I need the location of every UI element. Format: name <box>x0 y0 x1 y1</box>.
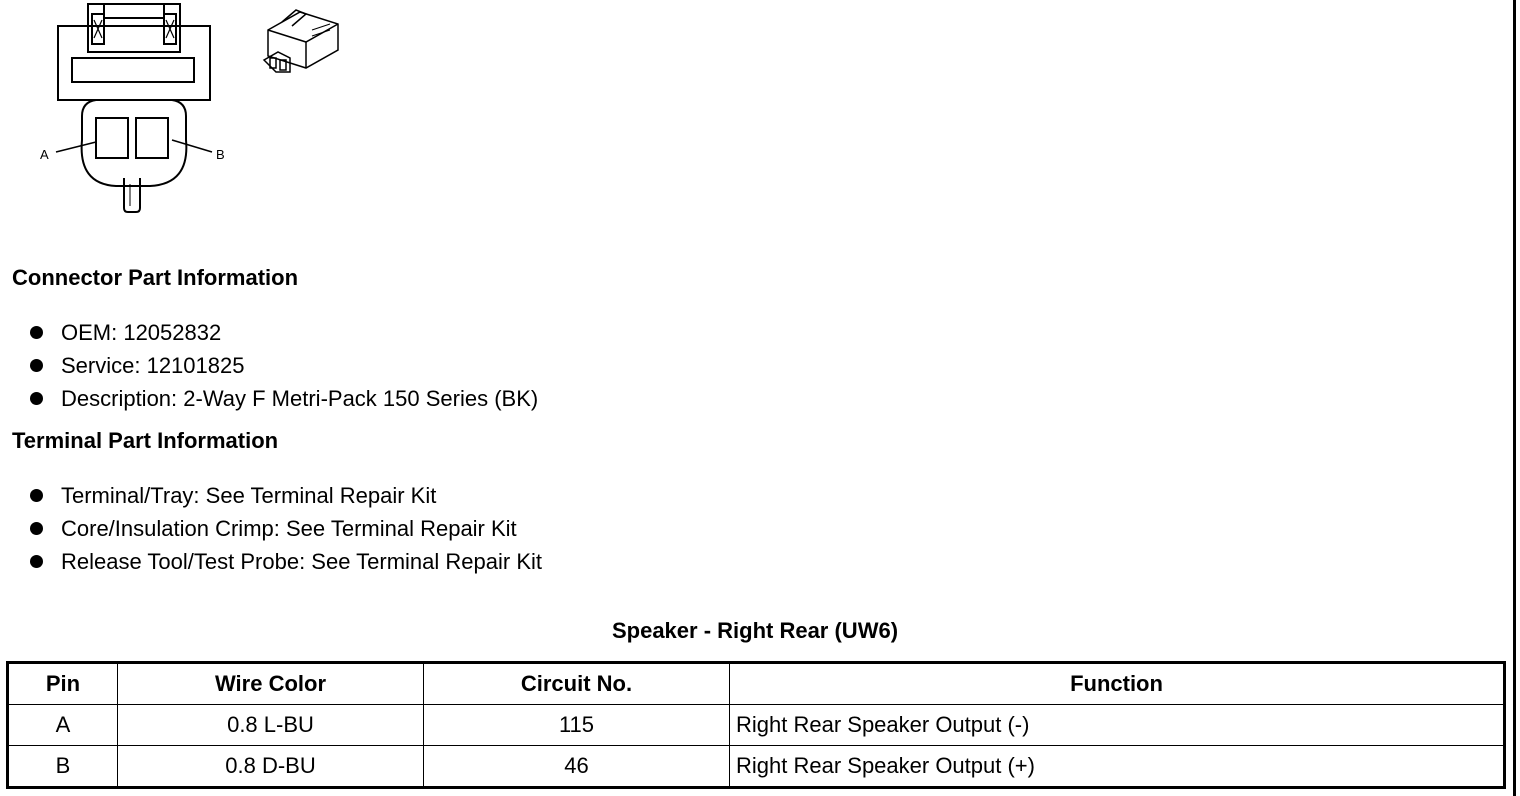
table-row <box>8 705 1505 746</box>
list-item: Terminal/Tray: See Terminal Repair Kit <box>30 479 542 512</box>
header-function: Function <box>730 663 1505 705</box>
bullet-icon <box>30 359 43 372</box>
connector-isometric-icon <box>264 10 338 72</box>
cell-function: Right Rear Speaker Output (+) <box>730 746 1505 788</box>
table-header-row <box>8 663 1505 705</box>
table-row <box>8 746 1505 788</box>
list-item: Release Tool/Test Probe: See Terminal Repair Kit <box>30 545 542 578</box>
connector-part-list <box>30 316 538 415</box>
bullet-icon <box>30 555 43 568</box>
pinout-table <box>6 661 1506 789</box>
bullet-icon <box>30 489 43 502</box>
list-item: Core/Insulation Crimp: See Terminal Repair Kit <box>30 512 542 545</box>
cell-function: Right Rear Speaker Output (-) <box>730 705 1505 746</box>
cell-pin: B <box>8 746 118 788</box>
bullet-icon <box>30 392 43 405</box>
list-item: OEM: 12052832 <box>30 316 538 349</box>
header-circuit-no: Circuit No. <box>424 663 730 705</box>
page-right-border <box>1513 0 1516 796</box>
bullet-icon <box>30 326 43 339</box>
bullet-icon <box>30 522 43 535</box>
list-item: Description: 2-Way F Metri-Pack 150 Series (BK) <box>30 382 538 415</box>
pin-label-a: A <box>40 147 49 162</box>
terminal-part-heading: Terminal Part Information <box>12 428 279 453</box>
cell-circuit-no: 46 <box>424 746 730 788</box>
connector-part-heading: Connector Part Information <box>12 265 299 290</box>
cell-wire-color: 0.8 D-BU <box>118 746 424 788</box>
terminal-part-list <box>30 479 542 578</box>
pin-label-b: B <box>216 147 225 162</box>
connector-diagram <box>0 0 360 230</box>
cell-wire-color: 0.8 L-BU <box>118 705 424 746</box>
table-title: Speaker - Right Rear (UW6) <box>611 618 899 643</box>
header-pin: Pin <box>8 663 118 705</box>
cell-pin: A <box>8 705 118 746</box>
cell-circuit-no: 115 <box>424 705 730 746</box>
header-wire-color: Wire Color <box>118 663 424 705</box>
list-item: Service: 12101825 <box>30 349 538 382</box>
